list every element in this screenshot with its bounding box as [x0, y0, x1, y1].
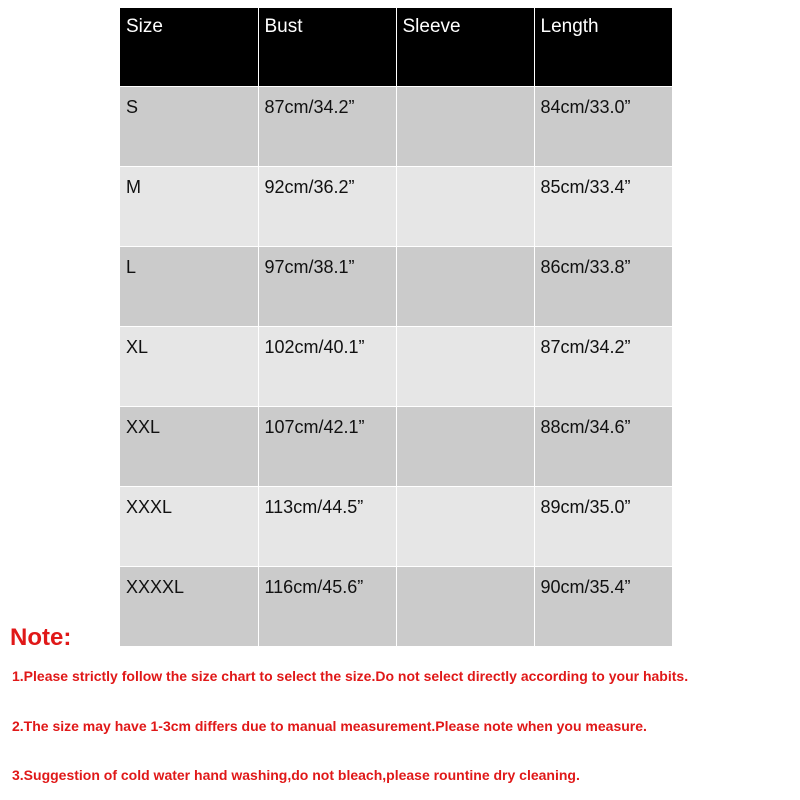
length-cell: 87cm/34.2” [534, 326, 672, 406]
bust-cell: 116cm/45.6” [258, 566, 396, 646]
length-cell: 84cm/33.0” [534, 86, 672, 166]
note-line-3: 3.Suggestion of cold water hand washing,do not bleach,please rountine dry cleaning. [12, 767, 580, 783]
length-cell: 85cm/33.4” [534, 166, 672, 246]
sleeve-cell [396, 86, 534, 166]
bust-cell: 97cm/38.1” [258, 246, 396, 326]
sleeve-cell [396, 486, 534, 566]
note-line-1: 1.Please strictly follow the size chart to select the size.Do not select directly according to your habits. [12, 668, 689, 684]
size-chart-table [120, 8, 672, 646]
note-title: Note: [10, 624, 72, 651]
bust-cell: 113cm/44.5” [258, 486, 396, 566]
size-cell: L [120, 246, 258, 326]
header-sleeve: Sleeve [396, 8, 534, 86]
sleeve-cell [396, 326, 534, 406]
table-row [120, 86, 672, 166]
size-cell: XXXXL [120, 566, 258, 646]
size-cell: S [120, 86, 258, 166]
length-cell: 88cm/34.6” [534, 406, 672, 486]
table-row [120, 326, 672, 406]
header-size: Size [120, 8, 258, 86]
length-cell: 90cm/35.4” [534, 566, 672, 646]
table-row [120, 566, 672, 646]
bust-cell: 107cm/42.1” [258, 406, 396, 486]
table-row [120, 486, 672, 566]
table-row [120, 246, 672, 326]
note-line-2: 2.The size may have 1-3cm differs due to manual measurement.Please note when you measure. [12, 718, 647, 734]
table-row [120, 166, 672, 246]
sleeve-cell [396, 166, 534, 246]
length-cell: 86cm/33.8” [534, 246, 672, 326]
size-cell: XXL [120, 406, 258, 486]
sleeve-cell [396, 566, 534, 646]
size-cell: XXXL [120, 486, 258, 566]
table-row [120, 406, 672, 486]
size-chart-header-row [120, 8, 672, 86]
header-bust: Bust [258, 8, 396, 86]
bust-cell: 102cm/40.1” [258, 326, 396, 406]
size-cell: M [120, 166, 258, 246]
bust-cell: 92cm/36.2” [258, 166, 396, 246]
header-length: Length [534, 8, 672, 86]
sleeve-cell [396, 406, 534, 486]
size-cell: XL [120, 326, 258, 406]
length-cell: 89cm/35.0” [534, 486, 672, 566]
bust-cell: 87cm/34.2” [258, 86, 396, 166]
sleeve-cell [396, 246, 534, 326]
